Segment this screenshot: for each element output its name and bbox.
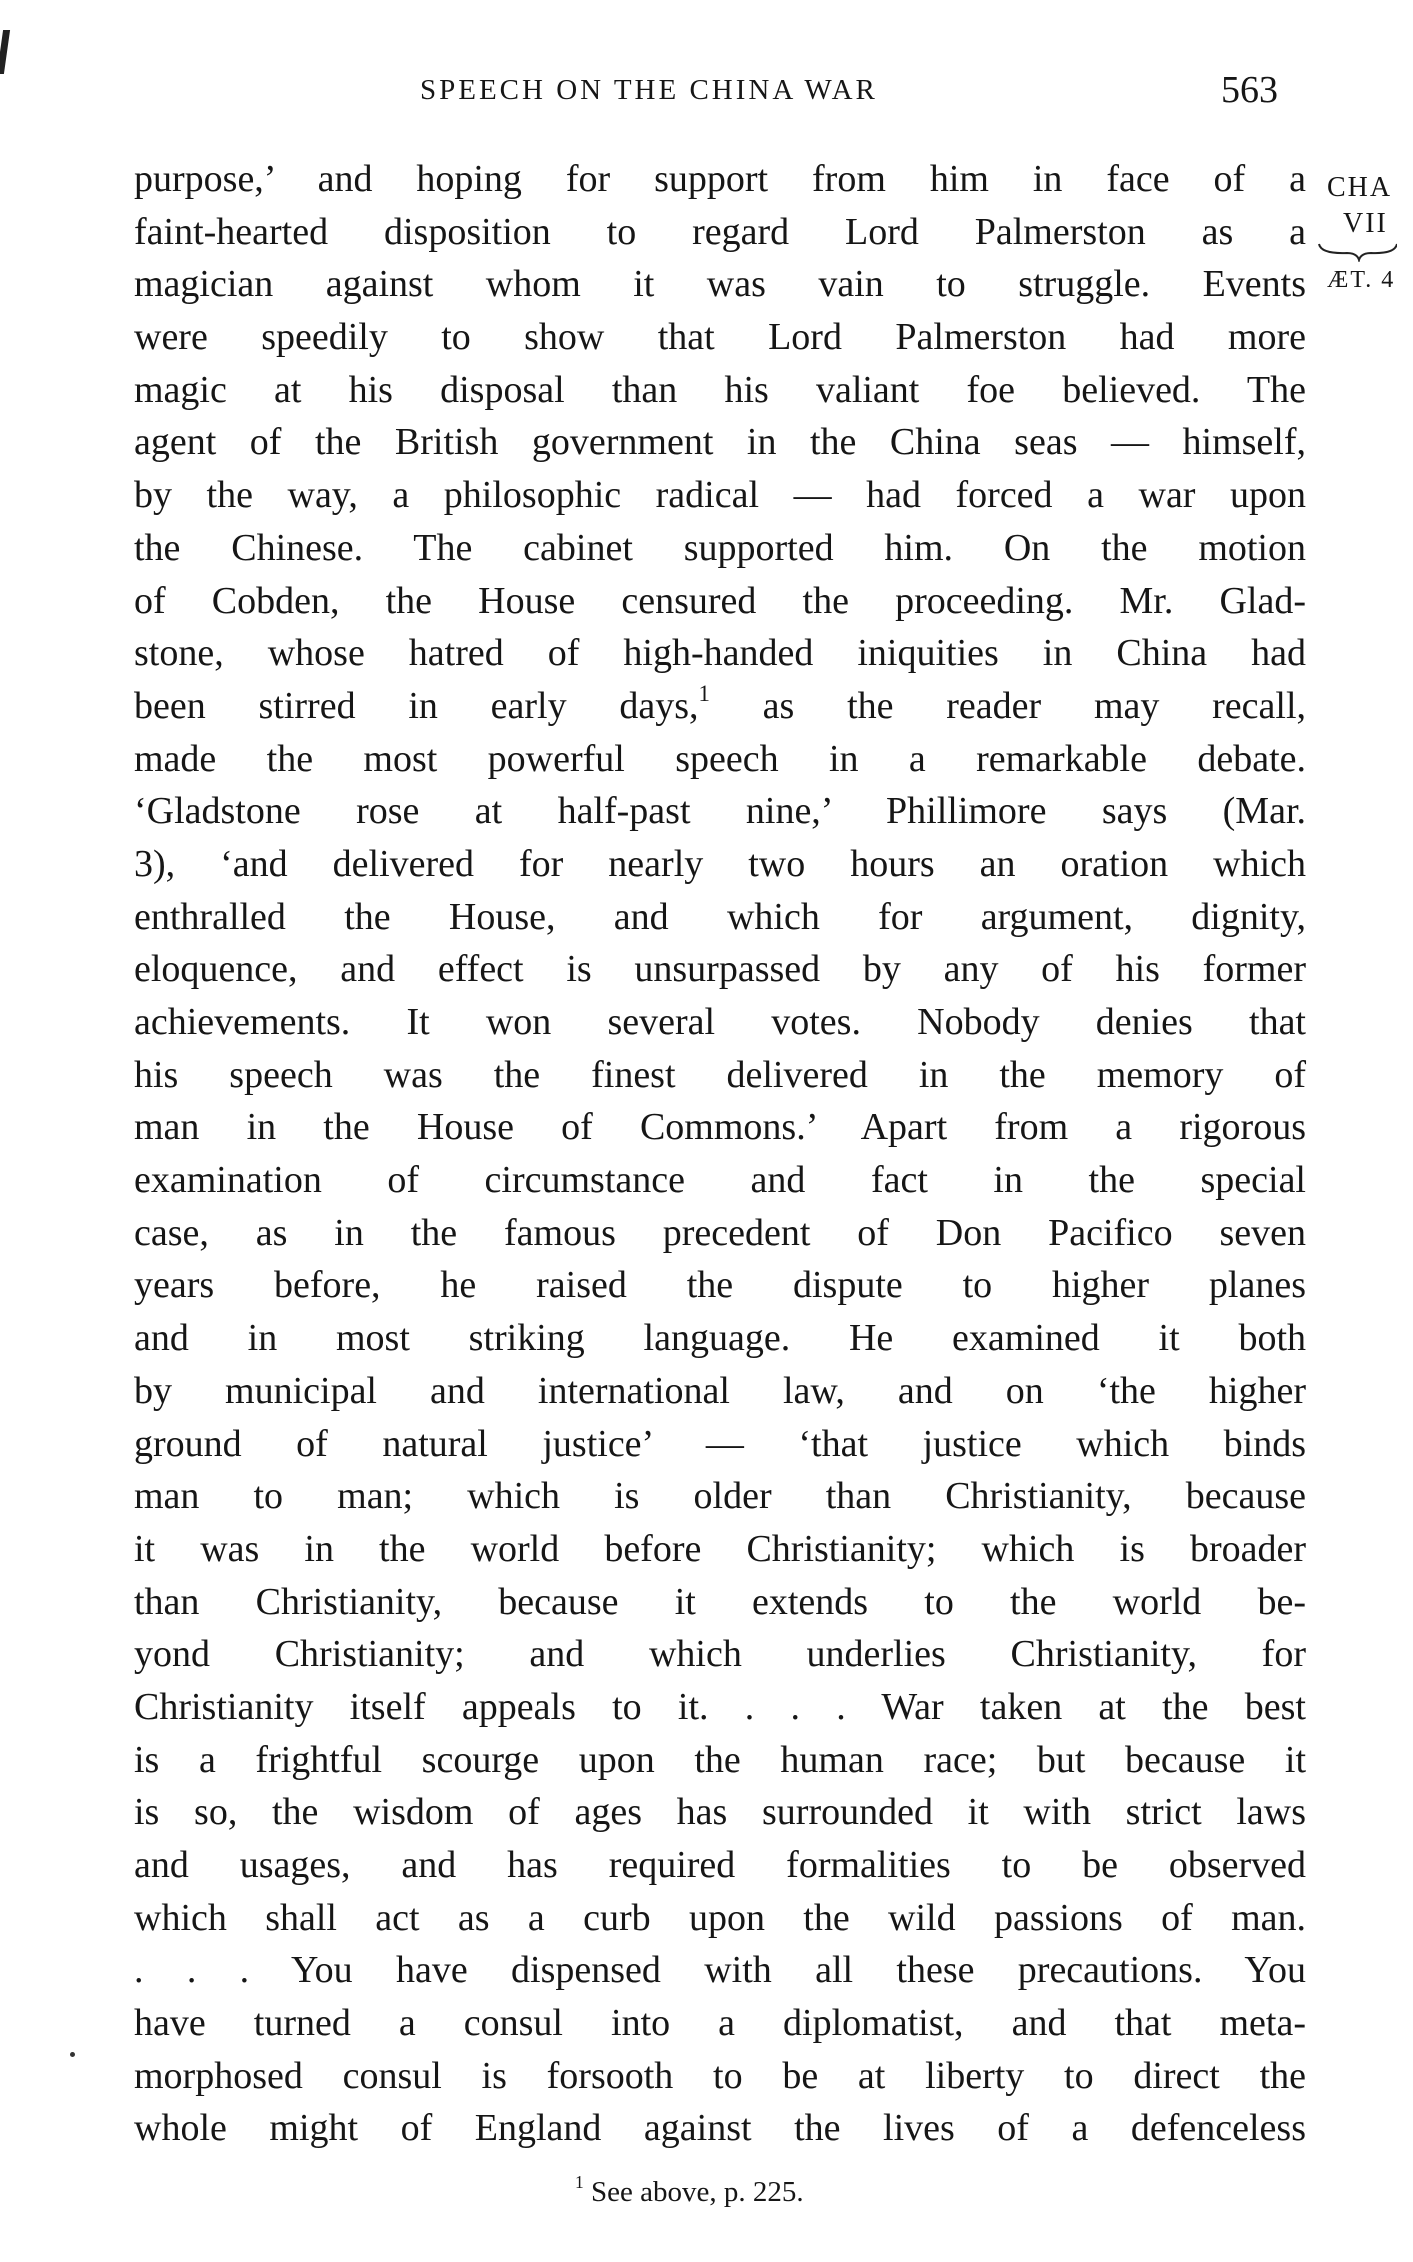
text-line: his speech was the finest delivered in the memory of bbox=[134, 1053, 1306, 1096]
margin-note-chapter: CHA bbox=[1327, 172, 1393, 203]
text-line: morphosed consul is forsooth to be at liberty to direct the bbox=[134, 2054, 1306, 2097]
footnote-reference: 1 bbox=[698, 680, 710, 706]
margin-note-chapter-number: VII bbox=[1343, 208, 1388, 239]
text-line: than Christianity, because it extends to the world be- bbox=[134, 1580, 1306, 1623]
text-line: have turned a consul into a diplomatist, and that meta- bbox=[134, 2002, 1306, 2045]
page-edge-mark bbox=[0, 30, 10, 74]
text-line: by municipal and international law, and on ‘the higher bbox=[134, 1369, 1306, 1412]
text-line: the Chinese. The cabinet supported him. On the motion bbox=[134, 526, 1306, 569]
text-line: yond Christianity; and which underlies Christianity, for bbox=[134, 1633, 1306, 1676]
text-line: enthralled the House, and which for argument, dignity, bbox=[134, 895, 1306, 938]
text-line: case, as in the famous precedent of Don Pacifico seven bbox=[134, 1211, 1306, 1254]
text-line: and usages, and has required formalities to be observed bbox=[134, 1844, 1306, 1886]
text-line: achievements. It won several votes. Nobody denies that bbox=[134, 1001, 1306, 1043]
page-number: 563 bbox=[1221, 69, 1278, 111]
text-line: agent of the British government in the China seas — himself, bbox=[134, 421, 1306, 464]
text-line: ‘Gladstone rose at half-past nine,’ Phillimore says (Mar. bbox=[134, 790, 1306, 833]
text-line: is a frightful scourge upon the human race; but because it bbox=[134, 1738, 1306, 1781]
text-line: whole might of England against the lives of a defenceless bbox=[134, 2107, 1306, 2150]
text-line: examination of circumstance and fact in the special bbox=[134, 1159, 1306, 1202]
text-line-with-note-ref bbox=[134, 680, 1306, 733]
body-text bbox=[134, 153, 1306, 2155]
text-line: Christianity itself appeals to it. . . . War taken at the best bbox=[134, 1685, 1306, 1728]
text-line: which shall act as a curb upon the wild passions of man. bbox=[134, 1896, 1306, 1939]
footnote-text: See above, p. 225. bbox=[583, 2176, 804, 2208]
text-line-part: been stirred in early days, bbox=[134, 684, 699, 727]
stray-ink-dot bbox=[70, 2052, 75, 2057]
text-line: made the most powerful speech in a remarkable debate. bbox=[134, 737, 1306, 780]
text-line-part: as the reader may recall, bbox=[709, 684, 1307, 727]
running-head: SPEECH ON THE CHINA WAR bbox=[420, 74, 878, 106]
text-line: magician against whom it was vain to struggle. Events bbox=[134, 263, 1306, 306]
text-line: faint-hearted disposition to regard Lord Palmerston as a bbox=[134, 210, 1306, 253]
brace-icon bbox=[1317, 242, 1397, 262]
text-line: is so, the wisdom of ages has surrounded it with strict laws bbox=[134, 1791, 1306, 1834]
text-line: by the way, a philosophic radical — had forced a war upon bbox=[134, 474, 1306, 517]
text-line: years before, he raised the dispute to higher planes bbox=[134, 1264, 1306, 1307]
text-line: 3), ‘and delivered for nearly two hours an oration which bbox=[134, 842, 1306, 885]
text-line: eloquence, and effect is unsurpassed by any of his former bbox=[134, 948, 1306, 991]
text-line: stone, whose hatred of high-handed iniquities in China had bbox=[134, 632, 1306, 675]
text-line: purpose,’ and hoping for support from him in face of a bbox=[134, 158, 1306, 200]
text-line: ground of natural justice’ — ‘that justice which binds bbox=[134, 1422, 1306, 1465]
margin-note-age: ÆT. 4 bbox=[1327, 267, 1396, 293]
text-line: and in most striking language. He examined it both bbox=[134, 1317, 1306, 1360]
margin-note bbox=[1327, 170, 1397, 298]
text-line: man in the House of Commons.’ Apart from a rigorous bbox=[134, 1106, 1306, 1149]
text-line: were speedily to show that Lord Palmerston had more bbox=[134, 316, 1306, 359]
footnote-marker: 1 bbox=[575, 2171, 584, 2192]
text-line: . . . You have dispensed with all these precautions. You bbox=[134, 1949, 1306, 1992]
text-line: it was in the world before Christianity; which is broader bbox=[134, 1527, 1306, 1570]
text-line: magic at his disposal than his valiant foe believed. The bbox=[134, 368, 1306, 411]
text-line: of Cobden, the House censured the proceeding. Mr. Glad- bbox=[134, 579, 1306, 622]
text-line: man to man; which is older than Christianity, because bbox=[134, 1475, 1306, 1518]
footnote bbox=[575, 2171, 804, 2209]
